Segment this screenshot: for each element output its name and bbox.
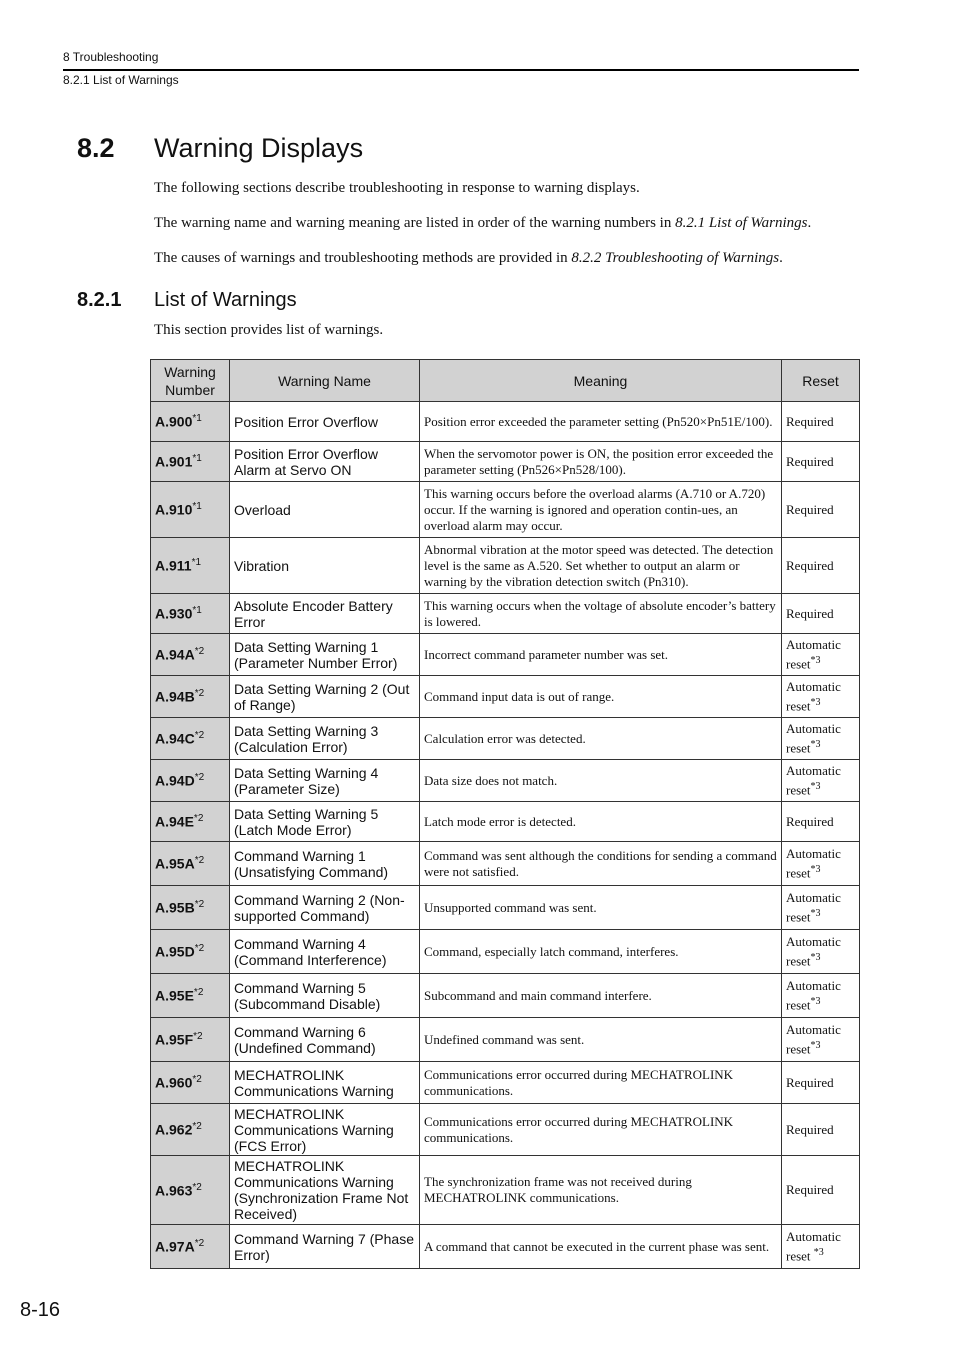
- footnote-marker: *3: [813, 1246, 824, 1258]
- warning-name-cell: Data Setting Warning 1 (Parameter Number Error): [230, 634, 420, 676]
- warning-reset-cell: [782, 974, 860, 1018]
- footnote-marker: *2: [192, 1074, 202, 1086]
- warning-code: A.95E: [155, 987, 194, 1004]
- warning-reset-cell: [782, 842, 860, 886]
- footnote-marker: *3: [810, 863, 821, 875]
- header-warning-number: Warning Number: [151, 360, 230, 402]
- intro-paragraph-1: The following sections describe troubleshooting in response to warning displays.: [154, 180, 640, 196]
- section-title: Warning Displays: [154, 133, 364, 163]
- page-number: 8-16: [20, 1299, 61, 1321]
- warning-name-cell: Data Setting Warning 5 (Latch Mode Error): [230, 802, 420, 842]
- reset-label: Automatic reset: [786, 720, 841, 756]
- warning-number-cell: [151, 1156, 230, 1225]
- footnote-marker: *1: [192, 605, 202, 617]
- table-row: [151, 886, 860, 930]
- warning-meaning-cell: Subcommand and main command interfere.: [420, 974, 782, 1018]
- warning-meaning-cell: Latch mode error is detected.: [420, 802, 782, 842]
- footnote-marker: *2: [192, 1121, 202, 1133]
- table-row: [151, 1104, 860, 1156]
- warning-meaning-cell: When the servomotor power is ON, the position error exceeded the parameter setting (Pn526×Pn528/100).: [420, 442, 782, 482]
- reset-label: Required: [786, 501, 834, 517]
- reset-label: Automatic reset: [786, 977, 841, 1013]
- warning-reset-cell: [782, 1225, 860, 1269]
- warning-name-cell: Overload: [230, 482, 420, 538]
- warning-number-cell: [151, 594, 230, 634]
- warning-code: A.95D: [155, 943, 195, 960]
- warning-reset-cell: [782, 1104, 860, 1156]
- warning-code: A.94D: [155, 772, 195, 789]
- table-row: [151, 1062, 860, 1104]
- warning-code: A.963: [155, 1182, 193, 1199]
- table-row: [151, 760, 860, 802]
- footnote-marker: *1: [192, 453, 202, 465]
- warning-reset-cell: [782, 760, 860, 802]
- warning-number-cell: [151, 1062, 230, 1104]
- warning-reset-cell: [782, 718, 860, 760]
- warning-reset-cell: [782, 1018, 860, 1062]
- warning-meaning-cell: Incorrect command parameter number was set.: [420, 634, 782, 676]
- warning-code: A.95A: [155, 855, 195, 872]
- warning-name-cell: Command Warning 7 (Phase Error): [230, 1225, 420, 1269]
- table-row: [151, 1018, 860, 1062]
- intro-paragraph-2: The warning name and warning meaning are listed in order of the warning numbers in 8.2.1 List of Warnings.: [154, 215, 812, 231]
- footnote-marker: *2: [194, 855, 205, 867]
- footnote-marker: *2: [192, 1181, 202, 1193]
- running-header-chapter: 8 Troubleshooting: [63, 50, 159, 64]
- table-row: [151, 402, 860, 442]
- subsection-number: 8.2.1: [77, 289, 122, 311]
- footnote-marker: *2: [193, 987, 204, 999]
- table-row: [151, 1225, 860, 1269]
- table-row: [151, 482, 860, 538]
- warning-name-cell: Command Warning 1 (Unsatisfying Command): [230, 842, 420, 886]
- warning-meaning-cell: This warning occurs before the overload alarms (A.710 or A.720) occur. If the warning is ignored and operation contin-ues, an overload alarm may occur.: [420, 482, 782, 538]
- table-row: [151, 1156, 860, 1225]
- warning-reset-cell: [782, 886, 860, 930]
- table-row: [151, 802, 860, 842]
- reset-label: Automatic reset: [786, 1228, 841, 1264]
- warning-meaning-cell: This warning occurs when the voltage of absolute encoder’s battery is lowered.: [420, 594, 782, 634]
- warning-reset-cell: [782, 930, 860, 974]
- footnote-marker: *2: [194, 730, 205, 742]
- warning-code: A.910: [155, 501, 193, 518]
- warning-name-cell: Command Warning 4 (Command Interference): [230, 930, 420, 974]
- warning-code: A.94E: [155, 813, 194, 830]
- warning-code: A.94B: [155, 688, 195, 705]
- header-rule: [63, 69, 859, 71]
- warning-number-cell: [151, 482, 230, 538]
- warning-meaning-cell: Data size does not match.: [420, 760, 782, 802]
- warning-code: A.911: [155, 557, 192, 574]
- footnote-marker: *3: [810, 995, 821, 1007]
- reset-label: Required: [786, 605, 834, 621]
- warning-number-cell: [151, 442, 230, 482]
- warning-name-cell: Absolute Encoder Battery Error: [230, 594, 420, 634]
- footnote-marker: *3: [810, 907, 821, 919]
- header-reset: Reset: [782, 360, 860, 402]
- warning-meaning-cell: Unsupported command was sent.: [420, 886, 782, 930]
- reset-label: Required: [786, 1182, 834, 1197]
- reset-label: Required: [786, 813, 834, 829]
- warnings-table: [150, 359, 860, 1269]
- warning-number-cell: [151, 1104, 230, 1156]
- running-header-section: 8.2.1 List of Warnings: [63, 73, 179, 87]
- reset-label: Automatic reset: [786, 762, 841, 798]
- warning-reset-cell: [782, 538, 860, 594]
- warning-reset-cell: [782, 802, 860, 842]
- section-number: 8.2: [77, 133, 115, 163]
- warning-name-cell: MECHATROLINK Communications Warning (FCS Error): [230, 1104, 420, 1156]
- warning-number-cell: [151, 1225, 230, 1269]
- footnote-marker: *2: [194, 646, 205, 658]
- table-row: [151, 842, 860, 886]
- footnote-marker: *2: [194, 1238, 205, 1250]
- table-row: [151, 634, 860, 676]
- footnote-marker: *3: [810, 780, 821, 792]
- footnote-marker: *3: [810, 951, 821, 963]
- warning-number-cell: [151, 760, 230, 802]
- warning-code: A.901: [155, 453, 193, 470]
- table-row: [151, 974, 860, 1018]
- footnote-marker: *3: [810, 738, 821, 750]
- table-row: [151, 538, 860, 594]
- footnote-marker: *1: [192, 413, 202, 425]
- warning-reset-cell: [782, 482, 860, 538]
- warning-meaning-cell: Communications error occurred during MECHATROLINK communications.: [420, 1104, 782, 1156]
- warning-meaning-cell: Command was sent although the conditions for sending a command were not satisfied.: [420, 842, 782, 886]
- reset-label: Automatic reset: [786, 845, 841, 881]
- header-warning-name: Warning Name: [230, 360, 420, 402]
- warning-name-cell: Data Setting Warning 4 (Parameter Size): [230, 760, 420, 802]
- warning-meaning-cell: A command that cannot be executed in the current phase was sent.: [420, 1225, 782, 1269]
- footnote-marker: *1: [192, 501, 202, 513]
- reset-label: Automatic reset: [786, 678, 841, 714]
- warning-code: A.962: [155, 1121, 193, 1138]
- warning-code: A.97A: [155, 1238, 195, 1255]
- subsection-title: List of Warnings: [154, 289, 297, 311]
- warning-number-cell: [151, 842, 230, 886]
- reset-label: Automatic reset: [786, 889, 841, 925]
- warning-name-cell: Command Warning 5 (Subcommand Disable): [230, 974, 420, 1018]
- footnote-marker: *1: [191, 557, 202, 569]
- table-row: [151, 676, 860, 718]
- reset-label: Required: [786, 557, 834, 573]
- reset-label: Automatic reset: [786, 1021, 841, 1057]
- footnote-marker: *2: [194, 899, 205, 911]
- warning-name-cell: Command Warning 6 (Undefined Command): [230, 1018, 420, 1062]
- warning-number-cell: [151, 634, 230, 676]
- warning-reset-cell: [782, 594, 860, 634]
- warning-name-cell: MECHATROLINK Communications Warning (Synchronization Frame Not Received): [230, 1156, 420, 1225]
- table-row: [151, 442, 860, 482]
- warning-meaning-cell: Abnormal vibration at the motor speed was detected. The detection level is the same as A.520. Set whether to output an alarm or warning by the vibration detection switch (Pn310).: [420, 538, 782, 594]
- warning-meaning-cell: Command, especially latch command, interferes.: [420, 930, 782, 974]
- warning-name-cell: Command Warning 2 (Non-supported Command): [230, 886, 420, 930]
- warning-name-cell: Position Error Overflow Alarm at Servo ON: [230, 442, 420, 482]
- warning-code: A.95F: [155, 1031, 194, 1048]
- warning-number-cell: [151, 930, 230, 974]
- footnote-marker: *2: [193, 813, 204, 825]
- footnote-marker: *2: [194, 943, 205, 955]
- warning-code: A.94C: [155, 730, 195, 747]
- warning-meaning-cell: Undefined command was sent.: [420, 1018, 782, 1062]
- header-meaning: Meaning: [420, 360, 782, 402]
- reset-label: Automatic reset: [786, 636, 841, 672]
- warning-meaning-cell: Position error exceeded the parameter setting (Pn520×Pn51E/100).: [420, 402, 782, 442]
- table-row: [151, 930, 860, 974]
- reset-label: Required: [786, 1121, 834, 1137]
- warning-meaning-cell: Communications error occurred during MECHATROLINK communications.: [420, 1062, 782, 1104]
- cross-reference-link[interactable]: 8.2.2 Troubleshooting of Warnings: [571, 250, 780, 266]
- table-row: [151, 718, 860, 760]
- warning-reset-cell: [782, 402, 860, 442]
- warning-reset-cell: [782, 442, 860, 482]
- warning-number-cell: [151, 676, 230, 718]
- footnote-marker: *2: [194, 688, 205, 700]
- warning-number-cell: [151, 886, 230, 930]
- warning-name-cell: Data Setting Warning 3 (Calculation Error): [230, 718, 420, 760]
- footnote-marker: *2: [193, 1031, 203, 1043]
- footnote-marker: *2: [194, 772, 205, 784]
- reset-label: Required: [786, 1074, 834, 1090]
- warning-reset-cell: [782, 1062, 860, 1104]
- footnote-marker: *3: [810, 654, 821, 666]
- warning-number-cell: [151, 1018, 230, 1062]
- warning-code: A.900: [155, 413, 193, 430]
- warning-meaning-cell: Command input data is out of range.: [420, 676, 782, 718]
- warning-reset-cell: [782, 676, 860, 718]
- warning-number-cell: [151, 974, 230, 1018]
- table-header-row: [151, 360, 860, 402]
- reset-label: Automatic reset: [786, 933, 841, 969]
- footnote-marker: *3: [810, 696, 821, 708]
- warning-reset-cell: [782, 634, 860, 676]
- warning-code: A.930: [155, 605, 193, 622]
- intro-paragraph-3: The causes of warnings and troubleshooting methods are provided in 8.2.2 Troubleshooting of Warnings.: [154, 250, 783, 266]
- subsection-description: This section provides list of warnings.: [154, 322, 384, 338]
- subsection-heading: [77, 287, 297, 313]
- warning-code: A.95B: [155, 899, 195, 916]
- warning-code: A.960: [155, 1074, 193, 1091]
- warning-reset-cell: [782, 1156, 860, 1225]
- cross-reference-link[interactable]: 8.2.1 List of Warnings: [675, 215, 808, 231]
- footnote-marker: *3: [810, 1039, 821, 1051]
- reset-label: Required: [786, 413, 834, 429]
- warning-number-cell: [151, 802, 230, 842]
- table-row: [151, 594, 860, 634]
- reset-label: Required: [786, 453, 834, 469]
- warning-number-cell: [151, 538, 230, 594]
- warning-name-cell: Vibration: [230, 538, 420, 594]
- warning-name-cell: Data Setting Warning 2 (Out of Range): [230, 676, 420, 718]
- warning-code: A.94A: [155, 646, 195, 663]
- warning-name-cell: Position Error Overflow: [230, 402, 420, 442]
- warning-number-cell: [151, 718, 230, 760]
- section-heading: [77, 130, 363, 166]
- warning-meaning-cell: Calculation error was detected.: [420, 718, 782, 760]
- warning-meaning-cell: The synchronization frame was not received during MECHATROLINK communications.: [420, 1156, 782, 1225]
- warning-number-cell: [151, 402, 230, 442]
- warning-name-cell: MECHATROLINK Communications Warning: [230, 1062, 420, 1104]
